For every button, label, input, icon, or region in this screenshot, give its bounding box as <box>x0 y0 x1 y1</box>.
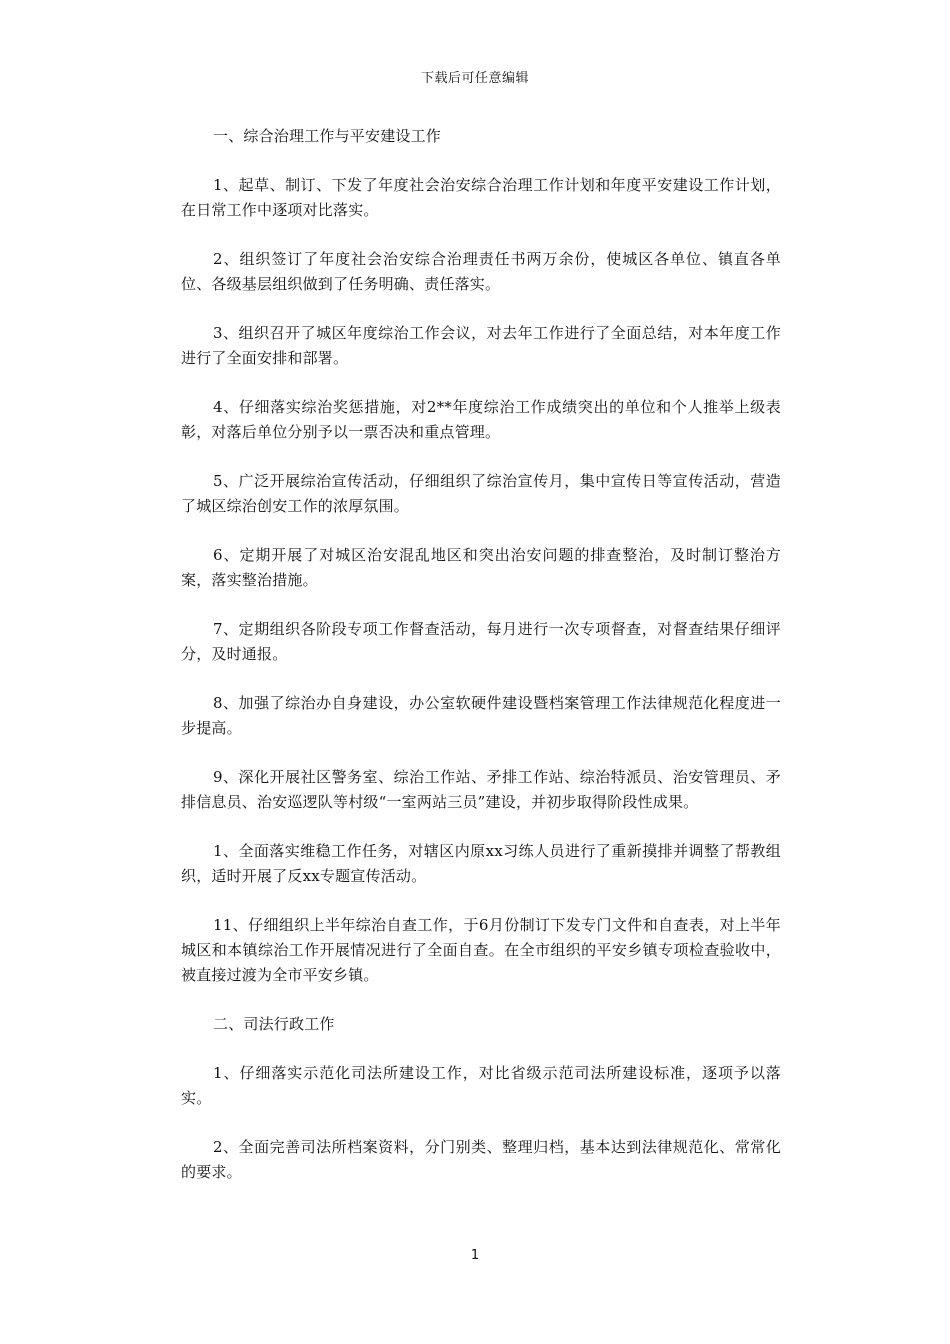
section-title: 二、司法行政工作 <box>213 1015 335 1033</box>
paragraph: 4、仔细落实综治奖惩措施，对2**年度综治工作成绩突出的单位和个人推举上级表彰，对落后单位分别予以一票否决和重点管理。 <box>181 398 781 441</box>
page-number: 1 <box>470 1248 480 1263</box>
paragraph: 7、定期组织各阶段专项工作督查活动，每月进行一次专项督查，对督查结果仔细评分，及时通报。 <box>181 620 781 663</box>
paragraph: 1、起草、制订、下发了年度社会治安综合治理工作计划和年度平安建设工作计划，在日常工作中逐项对比落实。 <box>181 176 781 219</box>
paragraph: 1、全面落实维稳工作任务，对辖区内原xx习练人员进行了重新摸排并调整了帮教组织，适时开展了反xx专题宣传活动。 <box>181 842 781 885</box>
paragraph: 8、加强了综治办自身建设，办公室软硬件建设暨档案管理工作法律规范化程度进一步提高。 <box>181 694 781 737</box>
paragraph: 2、全面完善司法所档案资料，分门别类、整理归档，基本达到法律规范化、常常化的要求。 <box>181 1138 781 1181</box>
section-title: 一、综合治理工作与平安建设工作 <box>213 127 442 145</box>
paragraph: 2、组织签订了年度社会治安综合治理责任书两万余份，使城区各单位、镇直各单位、各级基层组织做到了任务明确、责任落实。 <box>181 250 781 293</box>
paragraph: 3、组织召开了城区年度综治工作会议，对去年工作进行了全面总结，对本年度工作进行了全面安排和部署。 <box>181 324 781 367</box>
paragraph: 5、广泛开展综治宣传活动，仔细组织了综治宣传月，集中宣传日等宣传活动，营造了城区综治创安工作的浓厚氛围。 <box>181 472 781 515</box>
paragraph: 9、深化开展社区警务室、综治工作站、矛排工作站、综治特派员、治安管理员、矛排信息员、治安巡逻队等村级“一室两站三员”建设，并初步取得阶段性成果。 <box>181 768 781 811</box>
page-header: 下载后可任意编辑 <box>420 71 529 86</box>
paragraph: 11、仔细组织上半年综治自查工作，于6月份制订下发专门文件和自查表，对上半年城区和本镇综治工作开展情况进行了全面自查。在全市组织的平安乡镇专项检查验收中，被直接过渡为全市平安乡镇。 <box>181 916 781 984</box>
paragraph: 1、仔细落实示范化司法所建设工作，对比省级示范司法所建设标准，逐项予以落实。 <box>181 1064 781 1107</box>
document-body <box>181 124 781 1209</box>
paragraph: 6、定期开展了对城区治安混乱地区和突出治安问题的排查整治，及时制订整治方案，落实整治措施。 <box>181 546 781 589</box>
